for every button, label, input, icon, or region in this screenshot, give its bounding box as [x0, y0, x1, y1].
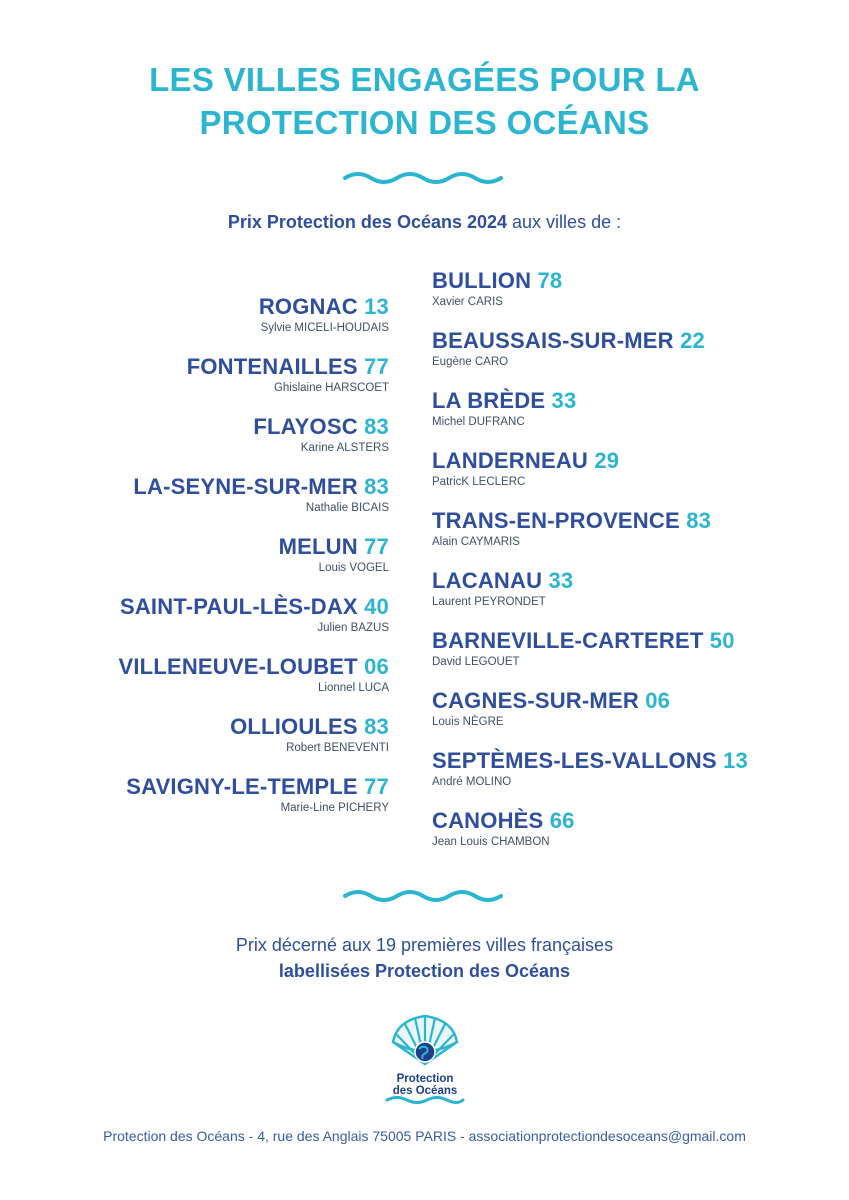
globe-icon: [415, 1042, 435, 1062]
department-number: 77: [364, 534, 389, 559]
footnote-line-1: Prix décerné aux 19 premières villes françaises: [235, 935, 614, 955]
city-entry: [432, 508, 748, 568]
city-name: BULLION: [432, 268, 532, 293]
city-entry: [119, 774, 390, 834]
department-number: 77: [364, 354, 389, 379]
city-name-line: [432, 328, 748, 354]
mayor-name: Nathalie BICAIS: [305, 502, 389, 514]
city-name: CAGNES-SUR-MER: [432, 688, 639, 713]
mayor-name: Julien BAZUS: [317, 622, 389, 634]
logo-text-line-1: Protection: [396, 1073, 454, 1085]
city-name: VILLENEUVE-LOUBET: [118, 654, 358, 679]
mayor-name: Louis NÈGRE: [432, 716, 504, 728]
mayor-name: Ghislaine HARSCOET: [273, 382, 389, 394]
mayor-name: PatricK LECLERC: [432, 476, 526, 488]
department-number: 33: [548, 568, 574, 593]
city-name: SAVIGNY-LE-TEMPLE: [126, 774, 358, 799]
city-entry: [432, 388, 748, 448]
mayor-name: Xavier CARIS: [432, 296, 503, 308]
city-name-line: [432, 448, 748, 474]
award-suffix: aux villes de :: [507, 212, 622, 232]
city-entry: [119, 474, 390, 534]
wave-divider-top: [342, 168, 508, 188]
page-footer: Protection des Océans - 4, rue des Anglais 75005 PARIS - associationprotectiondesoceans@gmail.com: [103, 1128, 746, 1144]
department-number: 22: [680, 328, 705, 353]
department-number: 29: [594, 448, 620, 473]
city-name-line: [432, 748, 748, 774]
city-name-line: [432, 568, 748, 594]
city-name-line: [119, 654, 390, 680]
department-number: 13: [723, 748, 748, 773]
city-entry: [432, 448, 748, 508]
department-number: 83: [686, 508, 712, 533]
city-entry: [119, 414, 390, 474]
city-name-line: [119, 294, 390, 320]
city-entry: [432, 628, 748, 688]
department-number: 66: [549, 808, 575, 833]
protection-des-oceans-logo: [383, 1012, 467, 1104]
city-name-line: [119, 774, 390, 800]
city-entry: [432, 328, 748, 388]
department-number: 33: [551, 388, 577, 413]
city-name: ROGNAC: [258, 294, 358, 319]
city-name: LANDERNEAU: [432, 448, 588, 473]
city-name-line: [432, 808, 748, 834]
city-name-line: [119, 594, 390, 620]
city-name: SEPTÈMES-LES-VALLONS: [432, 748, 717, 773]
city-name: FLAYOSC: [253, 414, 358, 439]
mayor-name: Lionnel LUCA: [318, 682, 389, 694]
city-name: SAINT-PAUL-LÈS-DAX: [119, 594, 358, 619]
city-name-line: [432, 388, 748, 414]
city-name: BARNEVILLE-CARTERET: [432, 628, 704, 653]
city-name: LA-SEYNE-SUR-MER: [133, 474, 358, 499]
city-name-line: [432, 628, 748, 654]
department-number: 83: [364, 714, 389, 739]
department-number: 78: [537, 268, 563, 293]
award-name: Prix Protection des Océans 2024: [227, 212, 508, 232]
department-number: 06: [364, 654, 389, 679]
city-name-line: [119, 414, 390, 440]
city-entry: [119, 294, 390, 354]
city-entry: [119, 714, 390, 774]
city-name-line: [432, 268, 748, 294]
mayor-name: Alain CAYMARIS: [432, 536, 520, 548]
logo-wave-icon: [387, 1098, 463, 1103]
city-entry: [119, 594, 390, 654]
page-title: [0, 58, 849, 144]
award-footnote: [0, 932, 849, 984]
footnote-line-2: labellisées Protection des Océans: [278, 961, 571, 981]
department-number: 13: [364, 294, 389, 319]
city-name: MELUN: [278, 534, 358, 559]
mayor-name: Sylvie MICELI-HOUDAIS: [260, 322, 389, 334]
city-name-line: [119, 474, 390, 500]
title-line-1: LES VILLES ENGAGÉES POUR LA: [149, 61, 700, 98]
award-subtitle: [0, 212, 849, 233]
city-entry: [432, 688, 748, 748]
city-name: CANOHÈS: [432, 808, 544, 833]
city-name-line: [119, 534, 390, 560]
city-entry: [432, 268, 748, 328]
city-name-line: [432, 508, 748, 534]
mayor-name: Louis VOGEL: [318, 562, 389, 574]
mayor-name: Robert BENEVENTI: [286, 742, 389, 754]
city-name-line: [119, 714, 390, 740]
city-name: BEAUSSAIS-SUR-MER: [432, 328, 674, 353]
city-name-line: [119, 354, 390, 380]
city-entry: [119, 534, 390, 594]
wave-divider-bottom: [342, 886, 508, 906]
city-name: TRANS-EN-PROVENCE: [432, 508, 680, 533]
mayor-name: Jean Louis CHAMBON: [432, 836, 550, 848]
city-name: FONTENAILLES: [186, 354, 358, 379]
mayor-name: Marie-Line PICHERY: [280, 802, 389, 814]
department-number: 50: [709, 628, 735, 653]
city-entry: [432, 748, 748, 808]
city-entry: [119, 654, 390, 714]
left-city-column: [119, 294, 390, 834]
logo-text-line-2: des Océans: [392, 1085, 458, 1097]
city-name: OLLIOULES: [230, 714, 358, 739]
city-name: LA BRÈDE: [432, 388, 546, 413]
city-name: LACANAU: [432, 568, 543, 593]
mayor-name: André MOLINO: [432, 776, 512, 788]
city-name-line: [432, 688, 748, 714]
department-number: 83: [364, 474, 389, 499]
department-number: 83: [364, 414, 389, 439]
city-entry: [119, 354, 390, 414]
title-line-2: PROTECTION DES OCÉANS: [199, 104, 650, 141]
department-number: 06: [645, 688, 671, 713]
mayor-name: David LEGOUET: [432, 656, 520, 668]
city-entry: [432, 568, 748, 628]
right-city-column: [432, 268, 748, 868]
city-entry: [432, 808, 748, 868]
department-number: 77: [364, 774, 389, 799]
mayor-name: Laurent PEYRONDET: [432, 596, 546, 608]
mayor-name: Karine ALSTERS: [300, 442, 389, 454]
mayor-name: Eugène CARO: [432, 356, 509, 368]
mayor-name: Michel DUFRANC: [432, 416, 525, 428]
department-number: 40: [364, 594, 389, 619]
